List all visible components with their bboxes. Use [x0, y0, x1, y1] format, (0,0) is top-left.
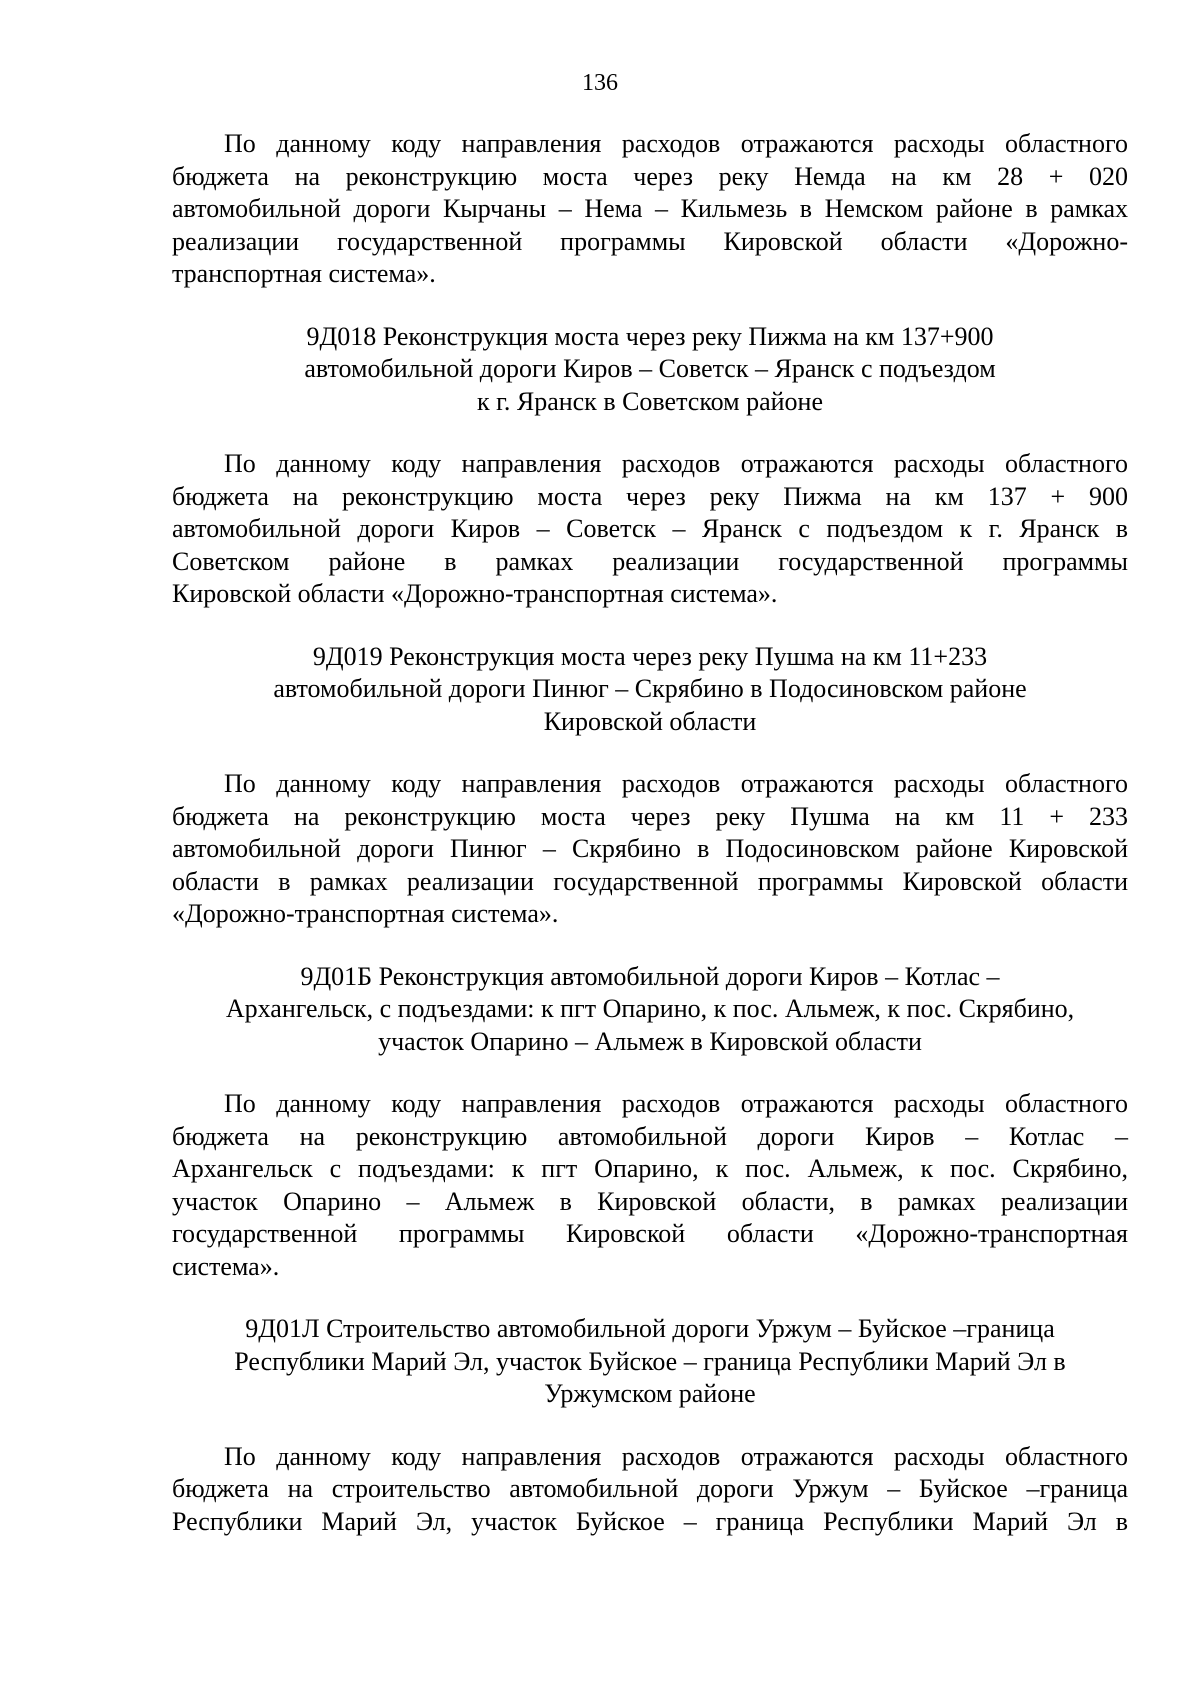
paragraph-line: По данному коду направления расходов отражаются расходы областного — [224, 129, 1128, 158]
section-heading — [172, 321, 1128, 419]
heading-line: Архангельск, с подъездами: к пгт Опарино, к пос. Альмеж, к пос. Скрябино, — [225, 994, 1075, 1023]
paragraph-line: транспортная система». — [172, 259, 436, 288]
paragraph-line: бюджета на реконструкцию автомобильной дороги Киров – Котлас – — [172, 1121, 1128, 1151]
body-paragraph — [172, 1088, 1128, 1283]
section-heading — [172, 1313, 1128, 1411]
heading-line: Уржумском районе — [544, 1379, 756, 1408]
paragraph-line: бюджета на реконструкцию моста через реку Пижма на км 137 + 900 — [172, 481, 1128, 511]
paragraph-line: По данному коду направления расходов отражаются расходы областного — [224, 449, 1128, 478]
heading-line: 9Д019 Реконструкция моста через реку Пушма на км 11+233 — [312, 641, 988, 671]
body-paragraph — [172, 448, 1128, 611]
paragraph-line: Советском районе в рамках реализации государственной программы — [172, 546, 1128, 576]
paragraph-line: автомобильной дороги Пинюг – Скрябино в Подосиновском районе Кировской — [172, 834, 1128, 863]
heading-line: 9Д018 Реконструкция моста через реку Пижма на км 137+900 — [306, 321, 994, 351]
heading-line: автомобильной дороги Киров – Советск – Яранск с подъездом — [304, 354, 996, 383]
paragraph-line: реализации государственной программы Кировской области «Дорожно- — [172, 226, 1128, 256]
body-paragraph — [172, 1441, 1128, 1539]
paragraph-line: автомобильной дороги Киров – Советск – Яранск с подъездом к г. Яранск в — [172, 514, 1128, 543]
section-heading — [172, 641, 1128, 739]
paragraph-line: система». — [172, 1251, 280, 1281]
paragraph-line: Кировской области «Дорожно-транспортная система». — [172, 579, 778, 608]
paragraph-line: бюджета на реконструкцию моста через реку Немда на км 28 + 020 — [172, 161, 1128, 191]
paragraph-line: участок Опарино – Альмеж в Кировской области, в рамках реализации — [172, 1186, 1128, 1216]
heading-line: участок Опарино – Альмеж в Кировской области — [378, 1026, 922, 1056]
heading-line: Республики Марий Эл, участок Буйское – граница Республики Марий Эл в — [234, 1346, 1066, 1376]
paragraph-line: По данному коду направления расходов отражаются расходы областного — [224, 1089, 1128, 1118]
paragraph-line: «Дорожно-транспортная система». — [172, 899, 559, 928]
paragraph-line: государственной программы Кировской области «Дорожно-транспортная — [172, 1219, 1128, 1248]
heading-line: автомобильной дороги Пинюг – Скрябино в Подосиновском районе — [273, 674, 1027, 703]
paragraph-line: бюджета на реконструкцию моста через реку Пушма на км 11 + 233 — [172, 801, 1128, 831]
body-paragraph — [172, 128, 1128, 291]
paragraph-line: автомобильной дороги Кырчаны – Нема – Кильмезь в Немском районе в рамках — [172, 194, 1128, 223]
section-heading — [172, 961, 1128, 1059]
heading-line: к г. Яранск в Советском районе — [476, 386, 823, 416]
heading-line: 9Д01Б Реконструкция автомобильной дороги Киров – Котлас – — [300, 961, 1000, 991]
paragraph-line: Архангельск с подъездами: к пгт Опарино, к пос. Альмеж, к пос. Скрябино, — [172, 1154, 1128, 1183]
heading-line: 9Д01Л Строительство автомобильной дороги Уржум – Буйское –граница — [245, 1314, 1055, 1343]
paragraph-line: По данному коду направления расходов отражаются расходы областного — [224, 1441, 1128, 1471]
document-body — [172, 128, 1128, 1538]
body-paragraph — [172, 768, 1128, 931]
page-number: 136 — [582, 70, 618, 96]
paragraph-line: области в рамках реализации государственной программы Кировской области — [172, 866, 1128, 896]
paragraph-line: Республики Марий Эл, участок Буйское – граница Республики Марий Эл в — [172, 1506, 1128, 1536]
paragraph-line: По данному коду направления расходов отражаются расходы областного — [224, 769, 1128, 798]
heading-line: Кировской области — [543, 706, 757, 736]
paragraph-line: бюджета на строительство автомобильной дороги Уржум – Буйское –граница — [172, 1474, 1128, 1503]
